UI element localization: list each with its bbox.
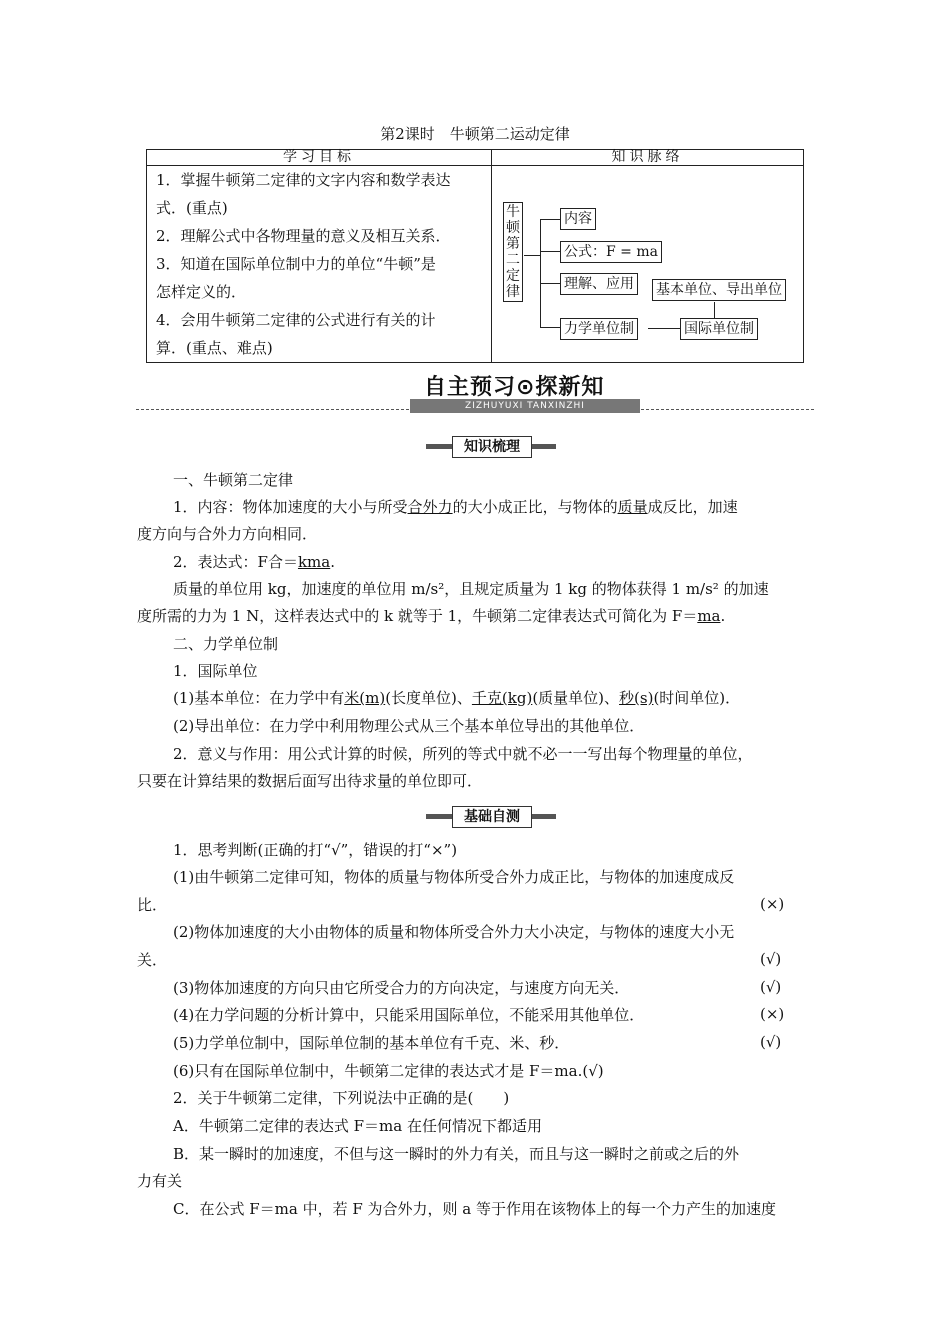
text-line: (2)物体加速度的大小由物体的质量和物体所受合外力大小决定，与物体的速度大小无 (173, 923, 735, 941)
answer-mark: (√) (760, 1033, 782, 1051)
objective-line: 式．(重点) (156, 199, 228, 217)
knowledge-map-header: 知识脉络 (492, 150, 804, 166)
text-line: 二、力学单位制 (173, 635, 279, 653)
text-line: 1．内容：物体加速度的大小与所受合外力的大小成正比，与物体的质量成反比，加速 (173, 498, 738, 516)
objective-line: 1．掌握牛顿第二定律的文字内容和数学表达 (156, 171, 451, 189)
objective-line: 怎样定义的． (156, 283, 247, 301)
map-si: 国际单位制 (680, 318, 758, 340)
objective-line: 3．知道在国际单位制中力的单位“牛顿”是 (156, 255, 436, 273)
text-line: 2．意义与作用：用公式计算的时候，所列的等式中就不必一一写出每个物理量的单位， (173, 745, 753, 763)
answer-mark: (√) (760, 950, 782, 968)
text-line: 只要在计算结果的数据后面写出待求量的单位即可． (137, 772, 483, 790)
objective-line: 2．理解公式中各物理量的意义及相互关系． (156, 227, 451, 245)
text-line: (1)基本单位：在力学中有米(m)(长度单位)、千克(kg)(质量单位)、秒(s)(时间单位)． (173, 689, 741, 707)
objectives-header: 学习目标 (147, 150, 492, 166)
banner-title: 自主预习⊙探新知 (424, 375, 605, 400)
text-line: 一、牛顿第二定律 (173, 471, 294, 489)
map-formula: 公式：F = ma (560, 241, 662, 263)
section-heading-knowledge: 知识梳理 (426, 436, 556, 458)
text-line: (4)在力学问题的分析计算中，只能采用国际单位，不能采用其他单位． (173, 1006, 645, 1024)
text-line: 度所需的力为 1 N，这样表达式中的 k 就等于 1，牛顿第二定律表达式可简化为 F＝ma. (137, 607, 726, 625)
text-line: (1)由牛顿第二定律可知，物体的质量与物体所受合外力成正比，与物体的加速度成反 (173, 868, 735, 886)
objectives-table (146, 149, 804, 363)
text-line: 1．国际单位 (173, 662, 258, 680)
map-units: 基本单位、导出单位 (652, 279, 786, 301)
knowledge-map (492, 166, 804, 363)
section-banner (410, 368, 640, 416)
answer-mark: (×) (760, 895, 785, 913)
objectives-cell (147, 166, 492, 363)
map-content: 内容 (560, 208, 596, 230)
map-mech-units: 力学单位制 (560, 318, 638, 340)
text-line: 2．表达式：F合＝kma. (173, 553, 335, 571)
text-line: B．某一瞬时的加速度，不但与这一瞬时的外力有关，而且与这一瞬时之前或之后的外 (173, 1145, 740, 1163)
section-heading-self-test: 基础自测 (426, 806, 556, 828)
text-line: 度方向与合外力方向相同． (137, 525, 318, 543)
text-line: 2．关于牛顿第二定律，下列说法中正确的是( ) (173, 1089, 510, 1107)
text-line: 1．思考判断(正确的打“√”，错误的打“×”) (173, 841, 458, 859)
text-line: 力有关 (137, 1172, 183, 1190)
page-title: 第2课时 牛顿第二运动定律 (380, 125, 570, 143)
text-line: (6)只有在国际单位制中，牛顿第二定律的表达式才是 F＝ma.(√) (173, 1062, 604, 1080)
banner-subtitle: ZIZHUYUXI TANXINZHI (410, 399, 640, 413)
map-root: 牛顿第二定律 (503, 202, 523, 302)
text-line: (3)物体加速度的方向只由它所受合力的方向决定，与速度方向无关． (173, 979, 630, 997)
text-line: (5)力学单位制中，国际单位制的基本单位有千克、米、秒． (173, 1034, 570, 1052)
answer-mark: (×) (760, 1005, 785, 1023)
map-apply: 理解、应用 (560, 273, 638, 295)
text-line: A．牛顿第二定律的表达式 F＝ma 在任何情况下都适用 (173, 1117, 542, 1135)
objective-line: 算．(重点、难点) (156, 339, 273, 357)
answer-mark: (√) (760, 978, 782, 996)
text-line: 关． (137, 951, 168, 969)
text-line: 比． (137, 896, 168, 914)
text-line: (2)导出单位：在力学中利用物理公式从三个基本单位导出的其他单位． (173, 717, 645, 735)
text-line: 质量的单位用 kg，加速度的单位用 m/s²，且规定质量为 1 kg 的物体获得 1 m/s² 的加速 (173, 580, 769, 598)
objective-line: 4．会用牛顿第二定律的公式进行有关的计 (156, 311, 436, 329)
text-line: C．在公式 F＝ma 中，若 F 为合外力，则 a 等于作用在该物体上的每一个力产生的加速度 (173, 1200, 777, 1218)
